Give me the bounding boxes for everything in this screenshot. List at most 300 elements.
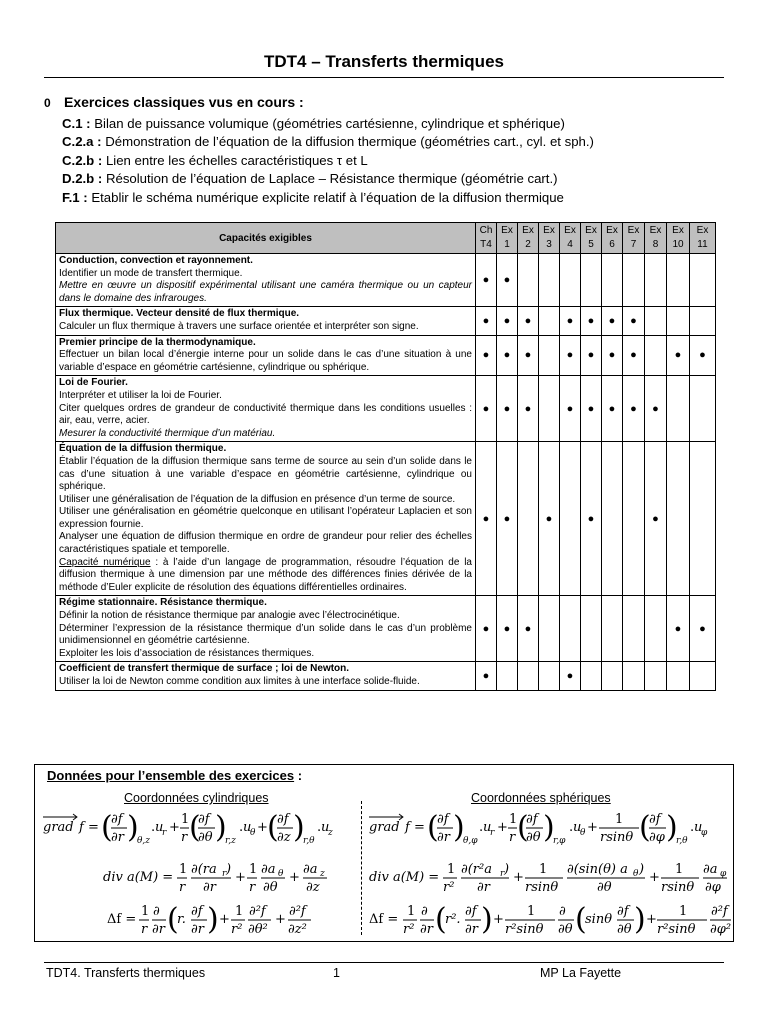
capacity-line xyxy=(59,308,472,321)
capacity-description xyxy=(56,596,476,662)
svg-text:∂f: ∂f xyxy=(277,812,289,827)
svg-text:1: 1 xyxy=(235,904,244,919)
exercise-mark-cell xyxy=(667,662,690,690)
exercise-mark-cell xyxy=(667,442,690,596)
capacity-text: Établir l’équation de la diffusion thermique sans terme de source au sein d’un solide dans le cas d’une situation à une variable d’espace en géométrie cartésienne, cylindrique ou sphérique. xyxy=(59,455,472,493)
bullet-mark: ● xyxy=(503,349,511,362)
svg-text:φ: φ xyxy=(701,828,708,838)
exercise-text: Lien entre les échelles caractéristiques τ et L xyxy=(102,152,368,168)
svg-text:∂θ²: ∂θ² xyxy=(248,922,268,937)
bullet-mark: ● xyxy=(630,402,637,415)
svg-text:div a(M) =: div a(M) = xyxy=(369,870,440,885)
svg-text:grad: grad xyxy=(43,820,74,835)
svg-text:): ) xyxy=(666,810,678,845)
svg-text:z: z xyxy=(320,869,325,879)
svg-text:1: 1 xyxy=(249,862,258,877)
svg-text:∂: ∂ xyxy=(421,904,428,919)
capacity-text: Utiliser une généralisation en géométrie quelconque en utilisant l’opérateur Laplacien et son expression fournie. xyxy=(59,506,472,530)
svg-text:r²: r² xyxy=(231,922,243,937)
bullet-mark: ● xyxy=(482,402,490,415)
svg-text:∂r: ∂r xyxy=(465,922,478,937)
svg-text:∂a: ∂a xyxy=(703,862,718,877)
svg-text:1: 1 xyxy=(679,904,688,919)
bullet-mark: ● xyxy=(587,314,595,327)
exercise-text: Bilan de puissance volumique (géométries cartésienne, cylindrique et sphérique) xyxy=(90,115,565,131)
svg-text:r².: r². xyxy=(445,912,461,927)
column-header-top: Ex xyxy=(585,225,597,236)
exercise-code: C.1 : xyxy=(62,115,91,131)
svg-text:∂θ: ∂θ xyxy=(597,880,612,895)
svg-text:+: + xyxy=(169,820,180,835)
svg-text:r,z: r,z xyxy=(225,836,236,846)
svg-text:+: + xyxy=(275,912,286,927)
capacity-text: Déterminer l’expression de la résistance thermique d’un solide dans le cas d’un problème unidimensionnel en géométrie cartésienne. xyxy=(59,622,472,647)
svg-text:∂φ: ∂φ xyxy=(705,880,721,895)
svg-text:+: + xyxy=(289,870,300,885)
bullet-mark: ● xyxy=(482,274,490,287)
svg-text:+: + xyxy=(587,820,598,835)
svg-text:r²: r² xyxy=(443,880,455,895)
bullet-mark: ● xyxy=(587,402,595,415)
exercise-text: Résolution de l’équation de Laplace – Résistance thermique (géométrie cart.) xyxy=(102,171,558,187)
capacity-text: Utiliser la loi de Newton comme condition aux limites à une interface solide-fluide. xyxy=(59,676,420,687)
svg-text:θ: θ xyxy=(278,869,284,879)
exercise-item xyxy=(62,115,734,134)
footer-left: TDT4. Transferts thermiques xyxy=(46,966,206,980)
svg-text:∂r: ∂r xyxy=(111,830,124,845)
svg-text:θ: θ xyxy=(633,869,639,879)
exercise-mark-cell xyxy=(476,254,497,307)
svg-text:): ) xyxy=(226,862,232,877)
capacity-line xyxy=(59,428,472,441)
svg-text:): ) xyxy=(543,810,555,845)
svg-text:u: u xyxy=(573,820,582,835)
capacity-line xyxy=(59,663,472,676)
exercise-mark-cell xyxy=(623,254,645,307)
svg-text:+: + xyxy=(257,820,268,835)
section-heading: Exercices classiques vus en cours : xyxy=(64,94,304,110)
exercise-mark-cell xyxy=(645,307,667,335)
exercise-code: D.2.b : xyxy=(62,171,103,187)
svg-text:∂θ: ∂θ xyxy=(617,922,632,937)
column-header-top: Ex xyxy=(564,225,576,236)
page-number: 1 xyxy=(333,966,340,980)
title-divider xyxy=(44,77,724,78)
exercise-mark-cell xyxy=(623,335,645,376)
column-header xyxy=(602,223,623,254)
capacities-table xyxy=(55,222,716,691)
exercise-mark-cell xyxy=(560,442,581,596)
exercise-mark-cell xyxy=(476,442,497,596)
svg-text:): ) xyxy=(215,810,227,845)
capacity-line xyxy=(59,506,472,531)
capacity-description xyxy=(56,376,476,442)
svg-text:r: r xyxy=(179,880,186,895)
exercise-item xyxy=(62,170,734,189)
exercise-mark-cell xyxy=(690,307,716,335)
svg-text:∂(ra: ∂(ra xyxy=(191,862,217,877)
svg-text:∂f: ∂f xyxy=(111,812,123,827)
capacity-line xyxy=(59,377,472,390)
exercise-mark-cell xyxy=(476,307,497,335)
exercise-mark-cell xyxy=(645,596,667,662)
column-header xyxy=(623,223,645,254)
capacity-text: Définir la notion de résistance thermique par analogie avec l’électrocinétique. xyxy=(59,610,400,622)
page-title: TDT4 – Transferts thermiques xyxy=(264,52,504,71)
bullet-mark: ● xyxy=(524,314,532,327)
svg-text:.: . xyxy=(239,820,244,835)
column-header-top: Ex xyxy=(543,225,555,236)
sph-divergence-formula xyxy=(369,862,727,895)
exercise-mark-cell xyxy=(581,254,602,307)
bullet-mark: ● xyxy=(566,402,574,415)
exercise-mark-cell xyxy=(623,596,645,662)
bullet-mark: ● xyxy=(524,349,532,362)
svg-text:∂θ: ∂θ xyxy=(263,880,278,895)
capacity-title: Régime stationnaire. Résistance thermique. xyxy=(59,597,267,609)
svg-text:): ) xyxy=(504,862,510,877)
column-header-bottom: 4 xyxy=(567,239,573,250)
svg-text:r,θ: r,θ xyxy=(303,836,315,846)
column-header-bottom: 5 xyxy=(588,239,594,250)
exercise-code: F.1 : xyxy=(62,189,88,205)
svg-text:∂r: ∂r xyxy=(437,830,450,845)
exercise-mark-cell xyxy=(690,376,716,442)
capacity-line xyxy=(59,390,472,403)
exercise-mark-cell xyxy=(560,376,581,442)
exercise-mark-cell xyxy=(581,335,602,376)
bullet-mark: ● xyxy=(608,314,616,327)
bullet-mark: ● xyxy=(524,402,532,415)
exercise-mark-cell xyxy=(539,254,560,307)
exercise-mark-cell xyxy=(623,442,645,596)
capacity-description xyxy=(56,307,476,335)
exercise-mark-cell xyxy=(518,596,539,662)
bullet-mark: ● xyxy=(503,622,511,635)
svg-text:Δf =: Δf = xyxy=(107,912,137,927)
exercise-mark-cell xyxy=(539,596,560,662)
svg-text:): ) xyxy=(634,902,646,937)
bullet-mark: ● xyxy=(608,402,616,415)
bullet-mark: ● xyxy=(503,274,511,287)
exercise-mark-cell xyxy=(690,442,716,596)
spherical-title: Coordonnées sphériques xyxy=(471,791,611,805)
capacity-description xyxy=(56,254,476,307)
svg-text:r: r xyxy=(490,828,495,838)
column-header-bottom: 1 xyxy=(504,239,510,250)
capacity-line xyxy=(59,494,472,507)
footer-right: MP La Fayette xyxy=(540,966,622,980)
exercise-mark-cell xyxy=(623,307,645,335)
svg-text:1: 1 xyxy=(141,904,150,919)
bullet-mark: ● xyxy=(674,622,682,635)
svg-text:∂φ: ∂φ xyxy=(649,830,665,845)
bullet-mark: ● xyxy=(587,349,595,362)
column-header-top: Ex xyxy=(501,225,513,236)
column-header-top: Ex xyxy=(606,225,618,236)
svg-text:φ: φ xyxy=(720,869,727,879)
svg-text:∂: ∂ xyxy=(153,904,160,919)
exercise-mark-cell xyxy=(581,307,602,335)
capacity-line xyxy=(59,610,472,623)
exercise-item xyxy=(62,152,734,171)
svg-text:u: u xyxy=(155,820,164,835)
footer-divider xyxy=(44,962,724,963)
exercise-mark-cell xyxy=(690,254,716,307)
exercise-mark-cell xyxy=(645,442,667,596)
svg-text:grad: grad xyxy=(369,820,400,835)
svg-text:): ) xyxy=(293,810,305,845)
capacity-line xyxy=(59,443,472,456)
svg-text:∂z: ∂z xyxy=(277,830,291,845)
column-header-bottom: T4 xyxy=(480,239,492,250)
exercise-mark-cell xyxy=(497,442,518,596)
svg-text:.: . xyxy=(479,820,484,835)
svg-text:(: ( xyxy=(427,810,439,845)
capacity-line xyxy=(59,557,472,595)
svg-text:r: r xyxy=(141,922,148,937)
exercise-mark-cell xyxy=(539,307,560,335)
svg-text:+: + xyxy=(646,912,657,927)
data-box-title-text: Données pour l’ensemble des exercices xyxy=(47,768,295,783)
bullet-mark: ● xyxy=(482,314,490,327)
exercise-mark-cell xyxy=(518,442,539,596)
column-header-top: Ex xyxy=(649,225,662,236)
exercise-mark-cell xyxy=(667,335,690,376)
exercise-mark-cell xyxy=(476,376,497,442)
capacity-line xyxy=(59,676,472,689)
exercise-mark-cell xyxy=(602,376,623,442)
sph-gradient-formula xyxy=(369,810,708,846)
bullet-mark: ● xyxy=(482,512,490,525)
exercise-text: Etablir le schéma numérique explicite relatif à l’équation de la diffusion thermique xyxy=(87,189,564,205)
svg-text:u: u xyxy=(483,820,492,835)
capacity-text: Exploiter les lois d’association de résistances thermiques. xyxy=(59,647,315,659)
capacity-text: Identifier un mode de transfert thermique. xyxy=(59,267,243,279)
column-header xyxy=(560,223,581,254)
svg-text:∂f: ∂f xyxy=(617,904,629,919)
svg-text:∂r: ∂r xyxy=(203,880,216,895)
bullet-mark: ● xyxy=(545,512,553,525)
svg-text:r: r xyxy=(509,830,516,845)
svg-text:1: 1 xyxy=(181,812,190,827)
svg-text:∂z²: ∂z² xyxy=(288,922,307,937)
bullet-mark: ● xyxy=(482,670,490,682)
column-header-bottom: 7 xyxy=(630,239,637,250)
exercise-item xyxy=(62,133,734,152)
exercise-mark-cell xyxy=(560,307,581,335)
capacity-text: Citer quelques ordres de grandeur de conductivité thermique dans les conditions usuelles : air, eau, verre, acier. xyxy=(59,402,472,427)
capacity-title: Loi de Fourier. xyxy=(59,377,128,389)
svg-text:∂f: ∂f xyxy=(649,812,661,827)
svg-text:.: . xyxy=(569,820,574,835)
bullet-mark: ● xyxy=(566,349,574,362)
svg-text:∂f: ∂f xyxy=(526,812,538,827)
svg-text:(: ( xyxy=(101,810,113,845)
capacity-title: Conduction, convection et rayonnement. xyxy=(59,255,253,266)
bullet-mark: ● xyxy=(587,512,595,525)
svg-text:rsinθ: rsinθ xyxy=(525,880,559,895)
svg-text:div a(M) =: div a(M) = xyxy=(103,870,174,885)
column-header xyxy=(667,223,690,254)
svg-text:sinθ: sinθ xyxy=(585,912,613,927)
column-separator xyxy=(361,801,362,935)
capacity-text: Effectuer un bilan local d’énergie interne pour un solide dans le cas d’une situation à une variable d’espace en géométrie cartésienne, cylindrique ou sphérique. xyxy=(59,349,472,373)
bullet-mark: ● xyxy=(630,314,637,327)
exercise-mark-cell xyxy=(602,307,623,335)
capacity-line xyxy=(59,403,472,428)
capacity-line xyxy=(59,456,472,494)
exercise-mark-cell xyxy=(581,376,602,442)
svg-text:∂f: ∂f xyxy=(191,904,203,919)
exercise-mark-cell xyxy=(497,376,518,442)
exercise-code: C.2.a : xyxy=(62,134,102,150)
capacity-line xyxy=(59,623,472,648)
column-header-bottom: 11 xyxy=(697,239,708,250)
bullet-mark: ● xyxy=(652,402,659,415)
column-header xyxy=(518,223,539,254)
column-header xyxy=(581,223,602,254)
bullet-mark: ● xyxy=(652,512,659,525)
exercise-mark-cell xyxy=(645,254,667,307)
svg-text:∂: ∂ xyxy=(559,904,566,919)
exercise-mark-cell xyxy=(476,335,497,376)
capacity-text: Capacité numérique xyxy=(59,556,151,568)
exercise-mark-cell xyxy=(518,254,539,307)
svg-text:r: r xyxy=(162,828,167,838)
svg-text:(: ( xyxy=(189,810,201,845)
column-header xyxy=(497,223,518,254)
capacity-title: Équation de la diffusion thermique. xyxy=(59,443,227,455)
svg-text:rsinθ: rsinθ xyxy=(661,880,695,895)
svg-text:1: 1 xyxy=(527,904,536,919)
capacity-line xyxy=(59,349,472,374)
exercise-mark-cell xyxy=(602,596,623,662)
exercise-text: Démonstration de l’équation de la diffusion thermique (géométries cart., cyl. et sph.) xyxy=(101,134,594,150)
svg-text:): ) xyxy=(481,902,493,937)
svg-text:r: r xyxy=(181,830,188,845)
svg-text:): ) xyxy=(127,810,139,845)
exercise-mark-cell xyxy=(602,662,623,690)
svg-text:r: r xyxy=(222,869,227,879)
svg-text:Δf =: Δf = xyxy=(369,912,399,927)
exercise-mark-cell xyxy=(560,254,581,307)
exercise-mark-cell xyxy=(518,335,539,376)
table-row xyxy=(56,335,716,376)
column-header-bottom: 2 xyxy=(525,239,531,250)
capacity-line xyxy=(59,531,472,556)
svg-text:∂a: ∂a xyxy=(261,862,276,877)
svg-text:r²sinθ: r²sinθ xyxy=(505,922,544,937)
intro-section xyxy=(44,93,734,208)
column-header-top: Ex xyxy=(522,225,534,236)
capacity-text: Mettre en œuvre un dispositif expérimental utilisant une caméra thermique ou un capteur dans le domaine des infrarouges. xyxy=(59,280,472,304)
exercise-mark-cell xyxy=(518,307,539,335)
svg-text:∂r: ∂r xyxy=(191,922,204,937)
bullet-mark: ● xyxy=(674,349,682,362)
capacity-line xyxy=(59,255,472,268)
bullet-mark: ● xyxy=(503,314,511,327)
exercise-mark-cell xyxy=(560,596,581,662)
column-header xyxy=(690,223,716,254)
exercise-mark-cell xyxy=(690,596,716,662)
svg-text:f =: f = xyxy=(79,820,99,835)
column-header-bottom: 8 xyxy=(652,239,659,250)
bullet-mark: ● xyxy=(482,622,490,635)
exercise-mark-cell xyxy=(623,662,645,690)
svg-text:r,φ: r,φ xyxy=(553,836,566,846)
capacity-line xyxy=(59,268,472,281)
exercise-code: C.2.b : xyxy=(62,152,103,168)
capacity-text: Utiliser une généralisation de l’équation de la diffusion en présence d’un terme de source. xyxy=(59,493,456,505)
bullet-mark: ● xyxy=(503,512,511,525)
svg-text:r,θ: r,θ xyxy=(676,836,688,846)
exercise-mark-cell xyxy=(476,662,497,690)
exercise-mark-cell xyxy=(560,662,581,690)
exercise-mark-cell xyxy=(581,662,602,690)
column-header xyxy=(539,223,560,254)
bullet-mark: ● xyxy=(608,349,616,362)
svg-text:r: r xyxy=(500,869,505,879)
svg-text:∂r: ∂r xyxy=(420,922,433,937)
capacity-title: Premier principe de la thermodynamique. xyxy=(59,336,256,348)
exercise-mark-cell xyxy=(667,376,690,442)
svg-text:θ: θ xyxy=(250,828,256,838)
capacity-line xyxy=(59,337,472,350)
capacity-text: : à l’aide d’un langage de programmation, résoudre l’équation de la diffusion thermique à une dimension par une méthode des différences finies dérivée de la méthode d’Euler explicite de résolution des équations différentielles ordinaires. xyxy=(59,556,472,593)
exercise-mark-cell xyxy=(539,376,560,442)
svg-text:∂θ: ∂θ xyxy=(526,830,541,845)
exercise-mark-cell xyxy=(667,307,690,335)
cyl-laplacian-formula xyxy=(107,902,311,937)
svg-text:f =: f = xyxy=(405,820,425,835)
svg-text:θ,φ: θ,φ xyxy=(463,836,478,846)
svg-text:z: z xyxy=(328,828,333,838)
data-box xyxy=(34,764,734,942)
cyl-gradient-formula xyxy=(43,810,333,846)
svg-text:(: ( xyxy=(267,810,279,845)
svg-text:+: + xyxy=(493,912,504,927)
svg-text:∂r: ∂r xyxy=(477,880,490,895)
exercise-mark-cell xyxy=(497,307,518,335)
svg-text:.: . xyxy=(317,820,322,835)
svg-text:(: ( xyxy=(517,810,529,845)
column-header-top: Ex xyxy=(696,225,709,236)
svg-text:u: u xyxy=(694,820,703,835)
svg-text:∂θ: ∂θ xyxy=(198,830,213,845)
spherical-formulas xyxy=(367,805,731,937)
table-row xyxy=(56,254,716,307)
svg-text:(: ( xyxy=(435,902,447,937)
capacity-title: Coefficient de transfert thermique de surface ; loi de Newton. xyxy=(59,663,350,675)
svg-text:+: + xyxy=(649,870,660,885)
svg-text:1: 1 xyxy=(407,904,416,919)
capacity-line xyxy=(59,648,472,661)
cyl-divergence-formula xyxy=(103,862,327,895)
capacity-line xyxy=(59,597,472,610)
svg-text:(: ( xyxy=(639,810,651,845)
bullet-mark: ● xyxy=(503,402,511,415)
section-number: 0 xyxy=(44,96,51,110)
exercise-list xyxy=(44,115,734,208)
column-header-bottom: 10 xyxy=(672,239,684,250)
svg-text:u: u xyxy=(321,820,330,835)
svg-text:∂(sin(θ) a: ∂(sin(θ) a xyxy=(567,862,628,877)
exercise-mark-cell xyxy=(539,442,560,596)
svg-text:u: u xyxy=(243,820,252,835)
bullet-mark: ● xyxy=(630,349,637,362)
svg-text:.: . xyxy=(690,820,695,835)
